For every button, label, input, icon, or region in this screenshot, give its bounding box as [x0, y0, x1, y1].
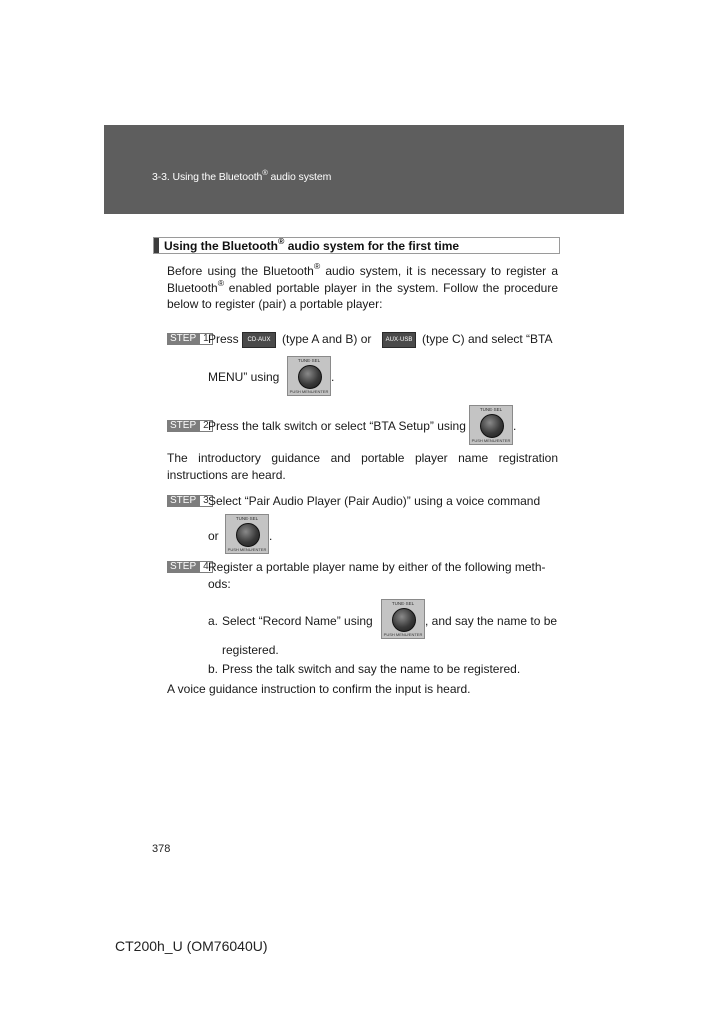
option-a-text-end: registered.: [222, 643, 279, 657]
knob-top-label: TUNE·SEL: [297, 358, 321, 363]
chapter-header-band: [104, 125, 624, 214]
chapter-section-label: 3-3. Using the Bluetooth® audio system: [152, 167, 332, 183]
option-b-text: Press the talk switch and say the name to be registered.: [222, 662, 521, 676]
step-1-text-menu: MENU” using: [208, 370, 280, 384]
manual-footer: CT200h_U (OM76040U): [115, 938, 268, 954]
section-title-bar: [154, 238, 159, 253]
step-2-note: The introductory guidance and portable player name registration instructions are heard.: [167, 451, 558, 482]
knob-bottom-label: PUSH MENU/ENTER: [227, 547, 267, 552]
knob-bottom-label: PUSH MENU/ENTER: [471, 438, 511, 443]
closing-text: A voice guidance instruction to confirm the input is heard.: [167, 682, 471, 696]
knob-top-label: TUNE·SEL: [391, 601, 415, 606]
step-1-text-type-c: (type C) and select “BTA: [422, 332, 553, 346]
tune-sel-knob: [225, 514, 269, 554]
step-1-text-type-ab: (type A and B) or: [282, 332, 372, 346]
step-2-period: .: [513, 419, 517, 433]
step-3-period: .: [269, 529, 273, 543]
tune-sel-knob: [287, 356, 331, 396]
step-1-badge: STEP 1: [167, 333, 213, 345]
aux-usb-button: AUX·USB: [382, 332, 416, 348]
step-4-badge: STEP 4: [167, 561, 213, 573]
step-1-text-press: Press: [208, 332, 239, 346]
option-a-prefix: a.: [208, 614, 219, 628]
tune-sel-knob: [381, 599, 425, 639]
cd-aux-button: CD·AUX: [242, 332, 276, 348]
knob-dial: [298, 365, 322, 389]
knob-top-label: TUNE·SEL: [479, 407, 503, 412]
option-a-text-cont: , and say the name to be: [425, 614, 558, 628]
step-3-text-or: or: [208, 529, 219, 543]
step-4-text-cont: ods:: [208, 577, 231, 591]
intro-paragraph: Before using the Bluetooth® audio system, it is necessary to register a Bluetooth® enabled portable player in the system. Follow the procedure below to register (pair) a portable player:: [167, 261, 558, 311]
step-1-period: .: [331, 370, 335, 384]
section-title-box: [153, 237, 560, 254]
step-3-badge: STEP 3: [167, 495, 213, 507]
knob-dial: [236, 523, 260, 547]
knob-top-label: TUNE·SEL: [235, 516, 259, 521]
step-2-text: Press the talk switch or select “BTA Setup” using: [208, 419, 466, 433]
step-3-text: Select “Pair Audio Player (Pair Audio)” using a voice command: [208, 494, 541, 508]
option-b-prefix: b.: [208, 662, 219, 676]
page-number: 378: [152, 843, 171, 855]
section-title: Using the Bluetooth® audio system for the first time: [164, 236, 460, 253]
step-2-badge: STEP 2: [167, 420, 213, 432]
knob-dial: [392, 608, 416, 632]
knob-bottom-label: PUSH MENU/ENTER: [289, 389, 329, 394]
knob-bottom-label: PUSH MENU/ENTER: [383, 632, 423, 637]
option-a-text: Select “Record Name” using: [222, 614, 373, 628]
step-4-text: Register a portable player name by either of the following meth-: [208, 560, 546, 574]
knob-dial: [480, 414, 504, 438]
tune-sel-knob: [469, 405, 513, 445]
